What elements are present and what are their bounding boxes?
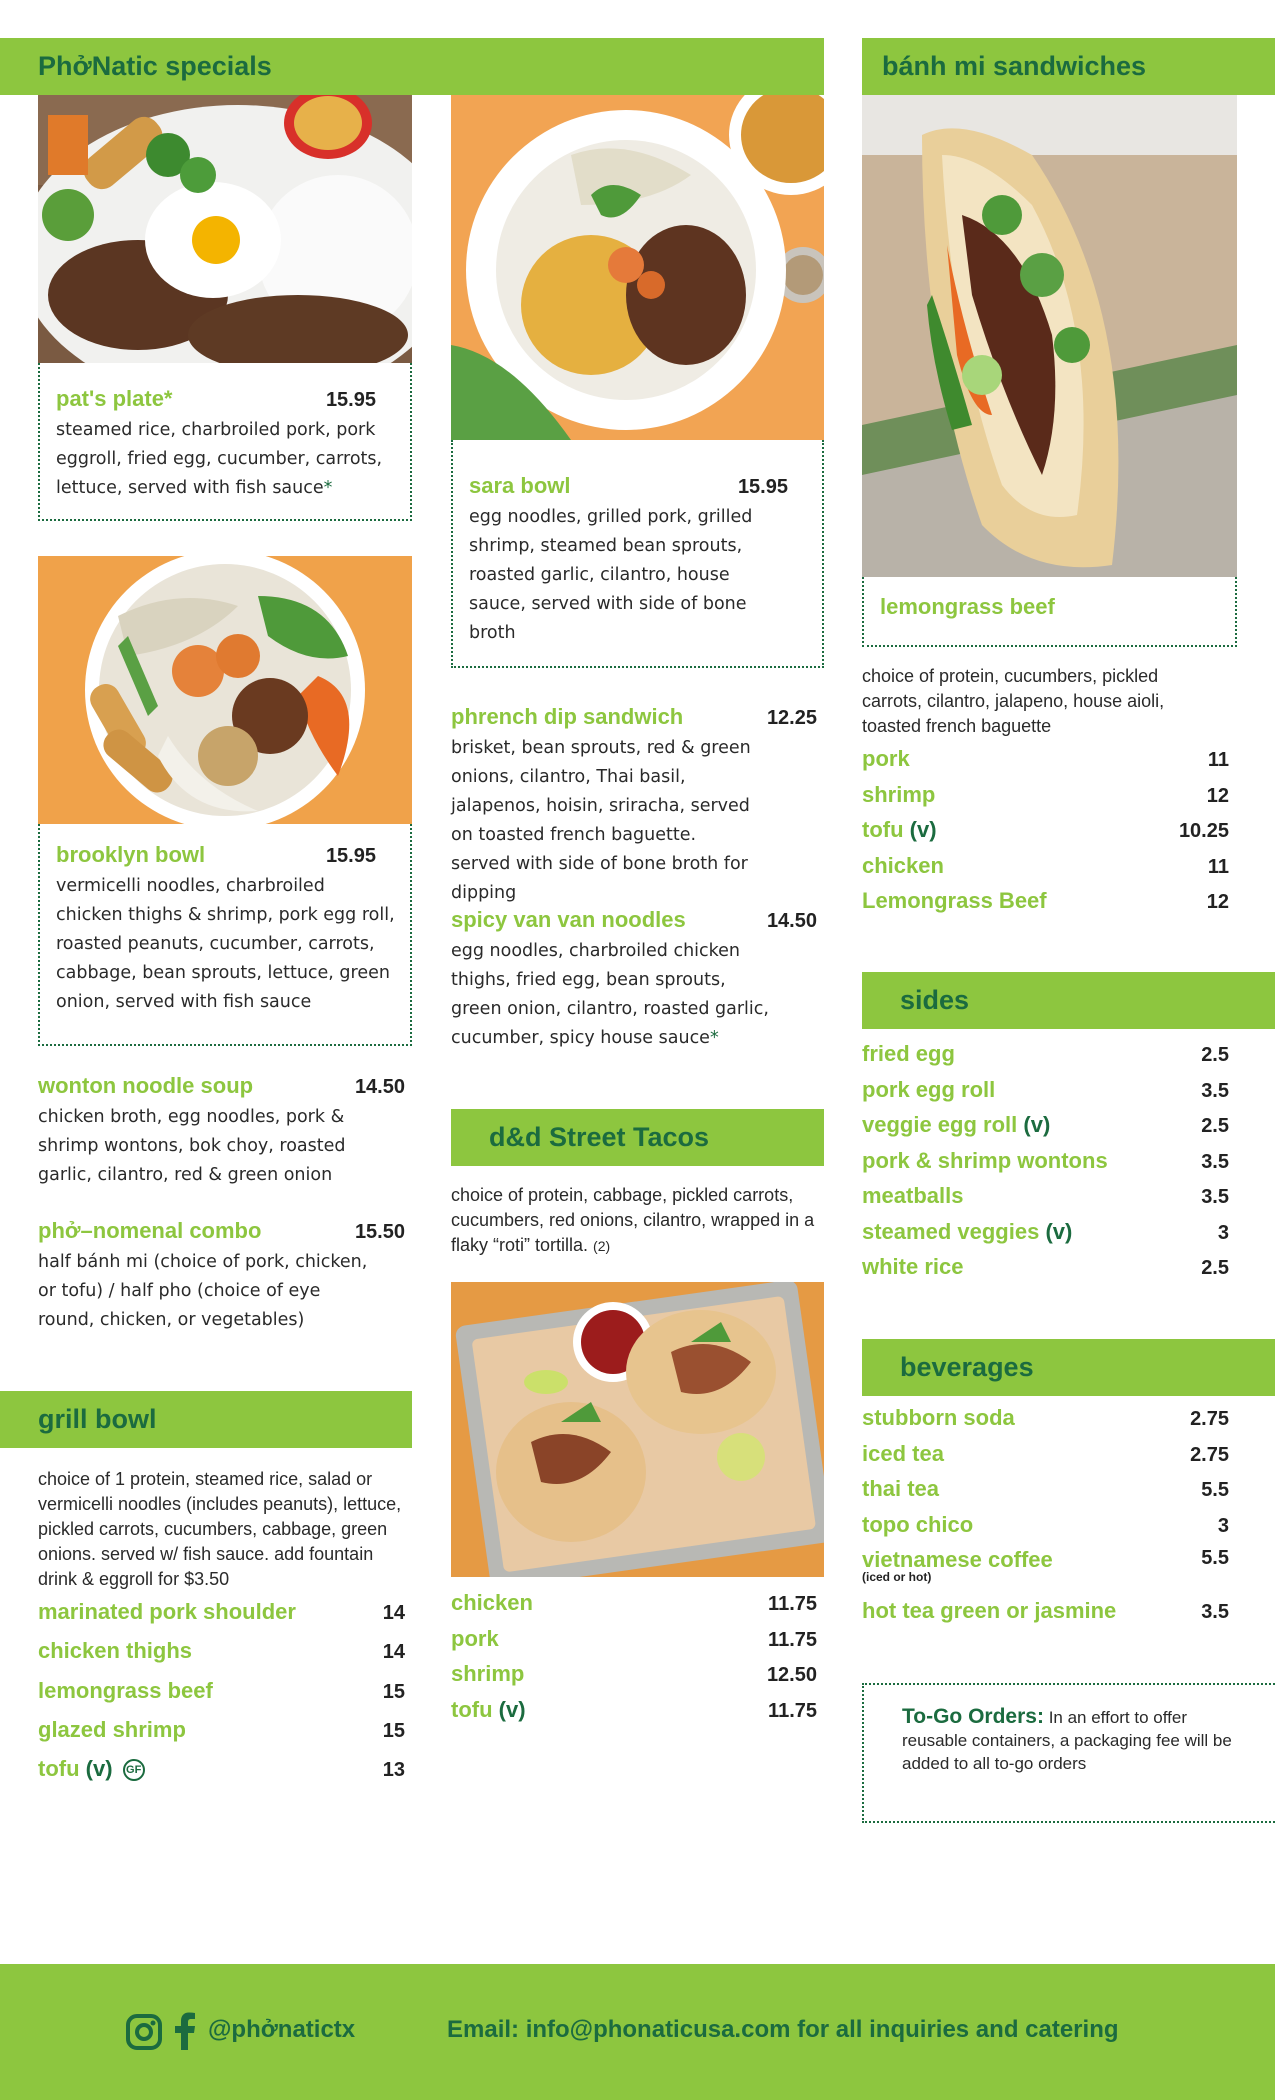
beverages-item-price: 2.75	[1190, 1408, 1229, 1430]
banhmi-item-name: chicken	[862, 852, 944, 878]
banhmi-item-name: Lemongrass Beef	[862, 888, 1047, 913]
sides-list	[862, 1041, 1229, 1290]
grill-item-name: lemongrass beef	[38, 1677, 213, 1703]
tacos-tofu-name: tofu	[451, 1696, 493, 1722]
tacos-intro: choice of protein, cabbage, pickled carrots, cucumbers, red onions, cilantro, wrapped in a flaky “roti” tortilla.	[451, 1185, 815, 1255]
brooklyn-bowl-header	[56, 842, 376, 868]
sides-veggie-roll-name: veggie egg roll	[862, 1112, 1018, 1137]
sides-row	[862, 1041, 1229, 1077]
sara-bowl-desc: egg noodles, grilled pork, grilled shrimp, steamed bean sprouts, roasted garlic, cilantro, house sauce, served with side of bone broth	[469, 507, 753, 643]
togo-label: To-Go Orders:	[902, 1705, 1044, 1728]
grill-row	[38, 1756, 405, 1795]
spicy-price: 14.50	[766, 910, 817, 932]
tacos-row	[451, 1661, 817, 1697]
beverages-coffee-name: vietnamese coffee	[862, 1547, 1053, 1572]
spicy-desc: egg noodles, charbroiled chicken thighs, fried egg, bean sprouts, green onion, cilantro, roasted garlic, cucumber, spicy house sauce	[451, 941, 769, 1048]
banhmi-item-price: 11	[1207, 749, 1229, 771]
beverages-row	[862, 1476, 1229, 1512]
banhmi-title: bánh mi sandwiches	[882, 51, 1147, 81]
tacos-header	[451, 1109, 824, 1166]
vegan-mark: (v)	[1045, 1218, 1073, 1244]
banhmi-row	[862, 853, 1229, 889]
brooklyn-bowl-photo	[38, 556, 412, 824]
banhmi-row	[862, 746, 1229, 782]
tacos-list	[451, 1590, 817, 1732]
sides-item-name: white rice	[862, 1254, 964, 1279]
instagram-icon[interactable]	[126, 2014, 162, 2050]
brooklyn-bowl-price: 15.95	[325, 845, 376, 867]
facebook-icon[interactable]	[174, 2012, 196, 2050]
tacos-row	[451, 1697, 817, 1733]
sides-item-price: 3.5	[1201, 1079, 1229, 1102]
banhmi-item-name: shrimp	[862, 781, 936, 807]
grill-item-price: 14	[382, 1602, 405, 1624]
grill-item-name	[38, 1756, 145, 1782]
beverages-item-name	[862, 1547, 1053, 1584]
tacos-title: d&d Street Tacos	[489, 1122, 710, 1152]
sides-row	[862, 1112, 1229, 1148]
banhmi-row	[862, 888, 1229, 924]
sides-item-name: pork & shrimp wontons	[862, 1147, 1108, 1173]
beverages-item-price: 2.75	[1190, 1443, 1229, 1466]
combo-price: 15.50	[354, 1221, 405, 1243]
beverages-row	[862, 1598, 1229, 1634]
sara-bowl-header	[469, 473, 788, 499]
sides-item-name: fried egg	[862, 1041, 955, 1066]
sides-item-price: 3	[1217, 1221, 1229, 1244]
footer	[0, 1964, 1275, 2100]
beverages-item-name: hot tea green or jasmine	[862, 1598, 1117, 1623]
beverages-item-name: topo chico	[862, 1511, 974, 1537]
brooklyn-bowl-desc: vermicelli noodles, charbroiled chicken thighs & shrimp, pork egg roll, roasted peanuts, cucumber, carrots, cabbage, bean sprouts, lettuce, green onion, served with fish sauce	[56, 876, 395, 1012]
combo-desc: half bánh mi (choice of pork, chicken, or tofu) / half pho (choice of eye round, chicken, or vegetables)	[38, 1252, 368, 1330]
vegan-mark: (v)	[1023, 1112, 1051, 1137]
beverages-title: beverages	[900, 1352, 1034, 1382]
beverages-item-price: 3.5	[1201, 1601, 1229, 1623]
combo-name: phở–nomenal combo	[38, 1218, 262, 1243]
sides-item-price: 2.5	[1201, 1257, 1229, 1279]
grill-item-price: 15	[382, 1719, 405, 1742]
banhmi-item-price: 10.25	[1178, 820, 1229, 842]
tacos-item-name: shrimp	[451, 1661, 525, 1686]
banhmi-header	[862, 38, 1275, 95]
beverages-item-price: 3	[1217, 1514, 1229, 1537]
grill-item-name: marinated pork shoulder	[38, 1599, 296, 1624]
grill-list	[38, 1599, 405, 1795]
grill-row	[38, 1678, 405, 1717]
banhmi-image	[862, 95, 1237, 577]
tacos-item-price: 11.75	[768, 1699, 817, 1722]
tacos-image	[451, 1282, 824, 1577]
sides-item-price: 3.5	[1201, 1150, 1229, 1173]
beverages-row	[862, 1441, 1229, 1477]
banhmi-item-name	[862, 817, 937, 843]
pats-plate-name: pat's plate*	[56, 386, 173, 411]
vegan-mark: (v)	[909, 817, 937, 842]
sides-row	[862, 1219, 1229, 1255]
beverages-item-price: 5.5	[1201, 1479, 1229, 1501]
grill-intro: choice of 1 protein, steamed rice, salad or vermicelli noodles (includes peanuts), lettuce, pickled carrots, cucumbers, cabbage, green onions. served w/ fish sauce. add fountain drink & eggroll for $3.50	[38, 1469, 402, 1589]
banhmi-tofu-name: tofu	[862, 817, 904, 842]
tacos-item-price: 11.75	[768, 1628, 817, 1651]
grill-header	[0, 1391, 412, 1448]
sides-item-price: 2.5	[1201, 1044, 1229, 1066]
pats-plate-asterisk: *	[323, 478, 333, 498]
sara-bowl-photo	[451, 95, 824, 440]
phrench-desc: brisket, bean sprouts, red & green onions, cilantro, Thai basil, jalapenos, hoisin, sriracha, served on toasted french baguette. served with side of bone broth for dipping	[451, 738, 751, 903]
sara-bowl-price: 15.95	[737, 476, 788, 498]
gluten-free-icon: GF	[123, 1759, 145, 1781]
beverages-coffee-sub: (iced or hot)	[862, 1570, 932, 1584]
phrench-header	[451, 704, 817, 730]
pats-plate-header	[56, 386, 376, 412]
banhmi-photo	[862, 95, 1237, 577]
sides-item-name: meatballs	[862, 1183, 964, 1208]
tacos-photo	[451, 1282, 824, 1577]
wonton-desc: chicken broth, egg noodles, pork & shrimp wontons, bok choy, roasted garlic, cilantro, red & green onion	[38, 1107, 346, 1185]
spicy-name: spicy van van noodles	[451, 907, 686, 932]
banhmi-item-price: 12	[1206, 784, 1229, 807]
beverages-item-name: stubborn soda	[862, 1405, 1015, 1430]
grill-item-name: chicken thighs	[38, 1638, 193, 1664]
social-handle[interactable]: @phởnatictx	[208, 2016, 356, 2043]
banhmi-item-price: 12	[1206, 891, 1229, 913]
tacos-item-name: chicken	[451, 1590, 533, 1615]
beverages-item-name: thai tea	[862, 1476, 940, 1501]
banhmi-item-price: 11	[1207, 855, 1229, 878]
grill-item-price: 15	[382, 1680, 405, 1703]
tacos-intro-wrap	[451, 1183, 821, 1259]
sides-row	[862, 1254, 1229, 1290]
combo-header	[38, 1218, 405, 1244]
grill-row	[38, 1599, 405, 1638]
beverages-row	[862, 1405, 1229, 1441]
specials-title: PhởNatic specials	[38, 51, 272, 81]
spicy-header	[451, 907, 817, 933]
beverages-header	[862, 1339, 1275, 1396]
grill-item-name: glazed shrimp	[38, 1716, 186, 1742]
brooklyn-bowl-name: brooklyn bowl	[56, 842, 206, 867]
phrench-price: 12.25	[766, 707, 817, 729]
beverages-item-name: iced tea	[862, 1440, 944, 1466]
spicy-asterisk: *	[709, 1028, 719, 1048]
wonton-header	[38, 1073, 405, 1099]
tacos-row	[451, 1626, 817, 1662]
pats-plate-image	[38, 95, 412, 363]
sara-bowl-image	[451, 95, 824, 440]
grill-item-price: 13	[382, 1759, 405, 1782]
grill-tofu-name: tofu	[38, 1756, 80, 1782]
wonton-name: wonton noodle soup	[38, 1073, 254, 1098]
tacos-item-name	[451, 1697, 526, 1723]
wonton-price: 14.50	[354, 1076, 405, 1098]
togo-box	[862, 1683, 1275, 1823]
footer-email[interactable]: Email: info@phonaticusa.com for all inquiries and catering	[447, 2016, 1119, 2043]
tacos-count-note: (2)	[593, 1238, 611, 1254]
vegan-mark: (v)	[85, 1756, 113, 1782]
beverages-item-price: 5.5	[1201, 1547, 1229, 1569]
specials-header	[0, 38, 824, 95]
sides-item-price: 2.5	[1201, 1115, 1229, 1137]
sides-item-name	[862, 1219, 1072, 1245]
grill-row	[38, 1638, 405, 1677]
pats-plate-desc-wrap	[56, 416, 386, 503]
beverages-list	[862, 1405, 1229, 1634]
brooklyn-bowl-image	[38, 556, 412, 824]
pats-plate-desc: steamed rice, charbroiled pork, pork eggroll, fried egg, cucumber, carrots, lettuce, served with fish sauce	[56, 420, 383, 498]
tacos-item-price: 12.50	[766, 1664, 817, 1686]
sides-row	[862, 1077, 1229, 1113]
sides-item-price: 3.5	[1201, 1186, 1229, 1208]
sides-item-name: pork egg roll	[862, 1076, 996, 1102]
phrench-name: phrench dip sandwich	[451, 704, 684, 729]
sides-item-name	[862, 1112, 1050, 1138]
sides-row	[862, 1148, 1229, 1184]
tacos-row	[451, 1590, 817, 1626]
sides-steamed-veggies-name: steamed veggies	[862, 1218, 1040, 1244]
banhmi-list	[862, 746, 1229, 924]
pats-plate-price: 15.95	[325, 389, 376, 411]
sides-header	[862, 972, 1275, 1029]
grill-title: grill bowl	[38, 1404, 157, 1434]
pats-plate-photo	[38, 95, 412, 363]
banhmi-row	[862, 782, 1229, 818]
beverages-row	[862, 1512, 1229, 1548]
sides-row	[862, 1183, 1229, 1219]
spicy-desc-wrap	[451, 937, 771, 1053]
togo-text-wrap	[902, 1705, 1243, 1775]
grill-item-price: 14	[382, 1641, 405, 1664]
banhmi-intro: choice of protein, cucumbers, pickled carrots, cilantro, jalapeno, house aioli, toasted french baguette	[862, 666, 1165, 736]
tacos-item-price: 11.75	[768, 1593, 817, 1615]
togo-text: In an effort to offer reusable containers, a packaging fee will be added to all to-go orders	[902, 1708, 1232, 1773]
tacos-item-name: pork	[451, 1625, 499, 1651]
sides-title: sides	[900, 985, 970, 1015]
banhmi-item-name: pork	[862, 746, 910, 771]
beverages-row	[862, 1547, 1229, 1598]
banhmi-featured-name: lemongrass beef	[880, 594, 1055, 619]
vegan-mark: (v)	[498, 1696, 526, 1722]
banhmi-row	[862, 817, 1229, 853]
sara-bowl-name: sara bowl	[469, 473, 571, 498]
grill-row	[38, 1717, 405, 1756]
